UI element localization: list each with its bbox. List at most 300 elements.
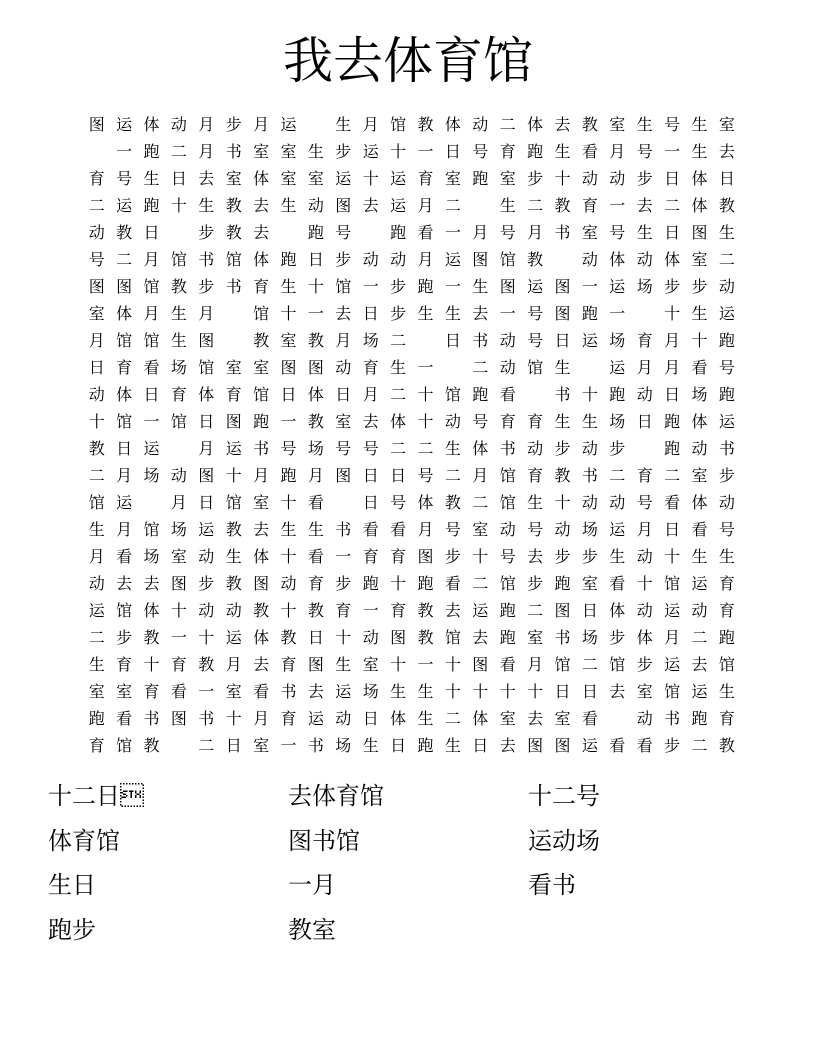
grid-cell: 教	[143, 628, 160, 647]
word-list-row	[48, 819, 768, 864]
grid-cell: 动	[170, 466, 187, 485]
grid-cell: 动	[444, 412, 461, 431]
grid-cell: 体	[636, 628, 653, 647]
grid-cell: 看	[143, 358, 160, 377]
word-list	[48, 774, 768, 952]
grid-row	[83, 732, 743, 759]
grid-cell: 月	[527, 223, 544, 242]
grid-cell: 十	[664, 304, 681, 323]
grid-cell: 日	[636, 412, 653, 431]
grid-cell: 图	[472, 655, 489, 674]
grid-row	[83, 543, 743, 570]
grid-cell: 动	[718, 493, 735, 512]
grid-cell: 去	[116, 574, 133, 593]
grid-cell: 书	[198, 709, 215, 728]
grid-cell: 室	[116, 682, 133, 701]
grid-cell: 月	[116, 466, 133, 485]
grid-cell: 十	[444, 682, 461, 701]
grid-cell: 十	[335, 628, 352, 647]
grid-cell: 月	[417, 520, 434, 539]
grid-cell: 跑	[253, 412, 270, 431]
grid-cell: 育	[116, 358, 133, 377]
grid-cell: 动	[636, 601, 653, 620]
grid-cell: 号	[609, 223, 626, 242]
grid-cell	[165, 219, 192, 246]
grid-cell: 体	[472, 709, 489, 728]
grid-cell: 动	[636, 709, 653, 728]
grid-cell	[521, 381, 548, 408]
word-list-row	[48, 774, 768, 819]
grid-cell: 号	[417, 466, 434, 485]
grid-cell: 生	[170, 331, 187, 350]
grid-cell: 生	[444, 439, 461, 458]
grid-cell: 去	[253, 655, 270, 674]
grid-cell: 育	[636, 466, 653, 485]
grid-cell: 体	[307, 385, 324, 404]
grid-cell: 书	[198, 250, 215, 269]
grid-cell: 室	[718, 115, 735, 134]
grid-cell: 运	[116, 196, 133, 215]
grid-cell: 教	[417, 628, 434, 647]
grid-cell: 馆	[499, 574, 516, 593]
grid-cell: 教	[116, 223, 133, 242]
grid-cell: 动	[499, 358, 516, 377]
grid-cell: 月	[609, 142, 626, 161]
grid-cell: 场	[636, 277, 653, 296]
grid-row	[83, 327, 743, 354]
grid-cell: 运	[390, 196, 407, 215]
grid-cell: 二	[88, 466, 105, 485]
grid-cell: 步	[664, 736, 681, 755]
grid-cell: 看	[116, 547, 133, 566]
grid-cell: 一	[499, 304, 516, 323]
grid-cell: 号	[362, 439, 379, 458]
grid-cell: 图	[554, 736, 571, 755]
grid-cell: 月	[472, 223, 489, 242]
grid-cell	[220, 327, 247, 354]
grid-cell: 场	[170, 520, 187, 539]
grid-cell: 体	[198, 385, 215, 404]
grid-cell: 日	[581, 682, 598, 701]
grid-cell: 日	[143, 223, 160, 242]
grid-cell: 馆	[499, 493, 516, 512]
grid-cell: 育	[335, 601, 352, 620]
grid-cell: 馆	[390, 115, 407, 134]
grid-cell: 运	[362, 142, 379, 161]
grid-cell: 室	[691, 250, 708, 269]
grid-cell: 教	[554, 196, 571, 215]
grid-cell: 生	[691, 115, 708, 134]
grid-cell: 运	[718, 412, 735, 431]
grid-cell: 十	[472, 547, 489, 566]
grid-cell: 馆	[499, 466, 516, 485]
grid-cell: 教	[527, 250, 544, 269]
grid-cell: 跑	[527, 142, 544, 161]
grid-cell: 生	[609, 547, 626, 566]
grid-cell	[220, 300, 247, 327]
grid-cell: 十	[417, 385, 434, 404]
grid-cell: 二	[198, 736, 215, 755]
grid-cell: 育	[280, 655, 297, 674]
grid-cell	[330, 489, 357, 516]
grid-cell: 去	[335, 304, 352, 323]
grid-cell: 动	[280, 574, 297, 593]
grid-cell: 十	[170, 196, 187, 215]
grid-cell: 体	[444, 115, 461, 134]
word-list-item: 看书	[528, 871, 576, 899]
grid-cell: 看	[691, 358, 708, 377]
grid-cell: 月	[417, 196, 434, 215]
grid-cell: 育	[170, 385, 187, 404]
grid-cell: 育	[417, 169, 434, 188]
grid-cell: 二	[390, 439, 407, 458]
grid-cell: 教	[253, 331, 270, 350]
grid-cell: 一	[280, 412, 297, 431]
grid-cell: 生	[718, 223, 735, 242]
grid-cell: 育	[253, 277, 270, 296]
grid-cell: 运	[581, 736, 598, 755]
grid-cell: 图	[253, 574, 270, 593]
grid-cell: 体	[472, 439, 489, 458]
grid-cell: 日	[362, 304, 379, 323]
grid-cell: 十	[499, 682, 516, 701]
grid-cell: 书	[554, 223, 571, 242]
grid-cell: 二	[527, 601, 544, 620]
grid-cell: 跑	[280, 250, 297, 269]
grid-cell: 步	[335, 250, 352, 269]
grid-cell: 一	[417, 358, 434, 377]
grid-cell: 体	[253, 628, 270, 647]
grid-cell: 月	[253, 115, 270, 134]
grid-cell	[275, 219, 302, 246]
grid-cell: 育	[143, 682, 160, 701]
grid-cell: 二	[581, 655, 598, 674]
grid-cell: 馆	[116, 601, 133, 620]
grid-cell: 生	[554, 142, 571, 161]
grid-cell: 一	[116, 142, 133, 161]
grid-cell	[83, 138, 110, 165]
grid-cell: 育	[636, 331, 653, 350]
grid-cell: 教	[718, 196, 735, 215]
grid-cell: 书	[335, 520, 352, 539]
grid-cell: 日	[390, 466, 407, 485]
grid-cell: 十	[581, 385, 598, 404]
grid-cell: 教	[417, 115, 434, 134]
grid-cell: 生	[280, 520, 297, 539]
grid-cell: 看	[417, 223, 434, 242]
grid-cell: 日	[280, 385, 297, 404]
grid-cell: 十	[554, 169, 571, 188]
grid-cell: 十	[198, 628, 215, 647]
word-list-item: 去体育馆	[288, 782, 384, 810]
grid-cell: 步	[225, 115, 242, 134]
grid-cell: 运	[198, 520, 215, 539]
grid-cell: 二	[116, 250, 133, 269]
grid-cell: 运	[609, 277, 626, 296]
grid-cell: 十	[554, 493, 571, 512]
grid-cell: 育	[527, 412, 544, 431]
grid-cell: 十	[88, 412, 105, 431]
grid-cell: 跑	[362, 574, 379, 593]
grid-cell: 步	[527, 574, 544, 593]
grid-cell: 一	[609, 196, 626, 215]
grid-cell: 馆	[444, 628, 461, 647]
grid-cell: 一	[417, 655, 434, 674]
grid-cell: 看	[307, 493, 324, 512]
grid-cell	[138, 489, 165, 516]
grid-cell: 体	[527, 115, 544, 134]
grid-cell: 号	[472, 142, 489, 161]
word-list-item: 一月	[288, 871, 336, 899]
grid-cell: 室	[280, 142, 297, 161]
grid-cell: 体	[143, 601, 160, 620]
grid-cell: 二	[472, 493, 489, 512]
grid-cell: 跑	[664, 439, 681, 458]
grid-cell: 室	[527, 628, 544, 647]
grid-cell: 教	[280, 628, 297, 647]
grid-cell: 十	[390, 142, 407, 161]
grid-cell: 二	[390, 385, 407, 404]
word-list-item: 生日	[48, 871, 96, 899]
grid-cell: 生	[417, 709, 434, 728]
grid-cell: 图	[307, 358, 324, 377]
grid-cell: 日	[718, 169, 735, 188]
grid-cell: 生	[691, 304, 708, 323]
grid-cell: 步	[198, 574, 215, 593]
grid-cell	[604, 705, 631, 732]
word-list-row	[48, 863, 768, 908]
grid-cell: 生	[335, 655, 352, 674]
grid-cell: 去	[527, 709, 544, 728]
grid-cell: 生	[390, 358, 407, 377]
grid-cell: 步	[554, 439, 571, 458]
grid-cell	[357, 219, 384, 246]
grid-cell: 月	[170, 493, 187, 512]
grid-cell: 日	[664, 520, 681, 539]
grid-cell: 日	[307, 628, 324, 647]
grid-cell: 号	[718, 520, 735, 539]
grid-cell: 动	[88, 385, 105, 404]
grid-cell: 室	[307, 169, 324, 188]
grid-row	[83, 354, 743, 381]
grid-cell: 生	[198, 196, 215, 215]
grid-cell: 动	[581, 439, 598, 458]
grid-cell: 二	[691, 736, 708, 755]
grid-cell: 馆	[554, 655, 571, 674]
grid-cell: 号	[527, 520, 544, 539]
grid-cell: 二	[472, 574, 489, 593]
word-list-item: 跑步	[48, 915, 96, 944]
grid-cell: 体	[116, 385, 133, 404]
grid-cell: 看	[609, 574, 626, 593]
grid-cell: 场	[581, 628, 598, 647]
grid-cell: 图	[335, 196, 352, 215]
grid-cell: 日	[116, 439, 133, 458]
grid-cell: 日	[170, 169, 187, 188]
grid-cell: 生	[472, 277, 489, 296]
grid-cell: 动	[581, 493, 598, 512]
grid-cell: 教	[88, 439, 105, 458]
grid-cell: 生	[88, 655, 105, 674]
grid-cell: 运	[472, 601, 489, 620]
grid-cell: 月	[527, 655, 544, 674]
grid-cell: 教	[307, 601, 324, 620]
grid-cell: 二	[444, 196, 461, 215]
grid-cell: 月	[362, 385, 379, 404]
grid-cell: 跑	[609, 385, 626, 404]
grid-cell: 馆	[143, 277, 160, 296]
grid-cell: 二	[88, 628, 105, 647]
grid-cell: 体	[116, 304, 133, 323]
word-list-row	[48, 908, 768, 953]
grid-cell: 去	[444, 601, 461, 620]
grid-cell: 馆	[198, 358, 215, 377]
grid-cell: 体	[390, 709, 407, 728]
grid-cell: 室	[335, 412, 352, 431]
grid-cell: 生	[554, 412, 571, 431]
grid-cell: 书	[554, 385, 571, 404]
grid-cell: 日	[664, 169, 681, 188]
grid-cell: 去	[253, 223, 270, 242]
grid-cell: 月	[362, 115, 379, 134]
grid-cell: 二	[417, 439, 434, 458]
grid-cell: 动	[335, 709, 352, 728]
grid-cell: 号	[499, 547, 516, 566]
grid-cell: 月	[198, 142, 215, 161]
grid-cell: 跑	[499, 601, 516, 620]
grid-cell: 一	[198, 682, 215, 701]
grid-cell: 馆	[116, 736, 133, 755]
grid-cell: 育	[280, 709, 297, 728]
grid-cell: 月	[88, 547, 105, 566]
grid-cell: 场	[691, 385, 708, 404]
grid-cell: 号	[116, 169, 133, 188]
grid-cell: 室	[499, 709, 516, 728]
grid-cell: 十	[417, 412, 434, 431]
grid-cell: 图	[307, 655, 324, 674]
grid-cell: 育	[718, 601, 735, 620]
grid-cell: 十	[664, 547, 681, 566]
grid-row	[83, 705, 743, 732]
grid-cell: 图	[554, 277, 571, 296]
grid-cell	[302, 111, 329, 138]
grid-cell: 十	[170, 601, 187, 620]
grid-cell: 步	[691, 277, 708, 296]
grid-cell: 跑	[417, 574, 434, 593]
grid-cell: 室	[554, 709, 571, 728]
grid-cell: 图	[170, 709, 187, 728]
grid-cell: 育	[362, 358, 379, 377]
grid-cell: 体	[691, 412, 708, 431]
grid-cell: 教	[718, 736, 735, 755]
grid-cell: 二	[390, 331, 407, 350]
grid-cell: 日	[444, 331, 461, 350]
grid-cell: 图	[417, 547, 434, 566]
grid-cell: 一	[417, 142, 434, 161]
grid-cell: 教	[225, 223, 242, 242]
grid-cell: 月	[198, 115, 215, 134]
grid-cell: 去	[198, 169, 215, 188]
grid-cell: 运	[225, 628, 242, 647]
grid-cell: 场	[170, 358, 187, 377]
grid-cell: 号	[390, 493, 407, 512]
grid-cell: 号	[718, 358, 735, 377]
grid-row	[83, 435, 743, 462]
grid-cell: 教	[170, 277, 187, 296]
grid-cell: 馆	[88, 493, 105, 512]
grid-row	[83, 300, 743, 327]
grid-cell: 看	[499, 385, 516, 404]
grid-cell: 图	[88, 115, 105, 134]
grid-cell: 跑	[472, 169, 489, 188]
grid-cell: 生	[417, 304, 434, 323]
grid-cell: 运	[143, 439, 160, 458]
grid-cell: 室	[581, 223, 598, 242]
grid-cell: 号	[280, 439, 297, 458]
grid-cell: 去	[472, 304, 489, 323]
grid-cell: 二	[499, 115, 516, 134]
grid-cell: 月	[335, 331, 352, 350]
grid-cell: 体	[609, 601, 626, 620]
grid-cell: 一	[362, 277, 379, 296]
grid-cell: 体	[253, 250, 270, 269]
grid-cell: 室	[253, 358, 270, 377]
grid-cell: 书	[554, 628, 571, 647]
grid-cell: 日	[664, 385, 681, 404]
grid-cell: 动	[390, 250, 407, 269]
grid-cell: 场	[143, 466, 160, 485]
grid-cell: 动	[581, 250, 598, 269]
grid-cell: 馆	[143, 331, 160, 350]
grid-cell: 图	[225, 412, 242, 431]
grid-cell: 图	[527, 736, 544, 755]
grid-cell: 运	[691, 574, 708, 593]
grid-cell: 馆	[527, 358, 544, 377]
grid-cell: 场	[609, 331, 626, 350]
grid-cell: 馆	[609, 655, 626, 674]
grid-cell: 去	[609, 682, 626, 701]
grid-cell	[549, 246, 576, 273]
grid-cell: 馆	[253, 385, 270, 404]
grid-cell: 号	[499, 223, 516, 242]
grid-cell: 教	[581, 115, 598, 134]
grid-cell: 跑	[718, 385, 735, 404]
grid-cell: 馆	[143, 520, 160, 539]
grid-cell: 一	[307, 304, 324, 323]
grid-cell: 生	[307, 142, 324, 161]
grid-cell: 运	[335, 169, 352, 188]
grid-cell: 运	[527, 277, 544, 296]
grid-cell: 去	[691, 655, 708, 674]
grid-cell: 步	[718, 466, 735, 485]
grid-cell: 运	[280, 115, 297, 134]
grid-cell: 一	[444, 277, 461, 296]
grid-cell: 教	[307, 331, 324, 350]
grid-cell: 生	[691, 547, 708, 566]
word-list-item: 体育馆	[48, 826, 120, 855]
grid-cell: 书	[225, 277, 242, 296]
grid-cell: 运	[444, 250, 461, 269]
word-search-grid	[83, 111, 743, 759]
grid-cell: 号	[335, 223, 352, 242]
grid-cell: 动	[636, 250, 653, 269]
grid-cell: 日	[198, 493, 215, 512]
grid-cell: 生	[88, 520, 105, 539]
grid-cell: 室	[88, 304, 105, 323]
grid-cell: 图	[198, 331, 215, 350]
grid-cell: 生	[554, 358, 571, 377]
grid-cell: 步	[554, 547, 571, 566]
